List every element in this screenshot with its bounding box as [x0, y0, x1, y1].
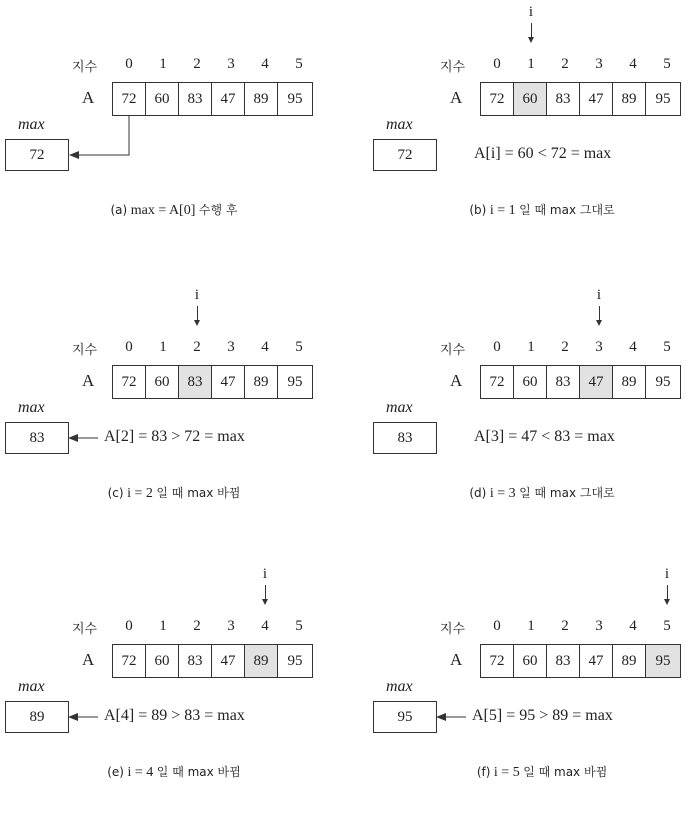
caption-formula: max = A[0] [130, 203, 196, 218]
index-label: 3 [227, 618, 235, 634]
array-cell: 47 [580, 366, 613, 398]
index-pointer [582, 287, 616, 326]
index-label: 5 [663, 618, 671, 634]
array-cell: 83 [179, 645, 212, 677]
step-panel-a [0, 0, 348, 260]
update-arrow [0, 283, 348, 483]
index-row-label: 지수 [440, 343, 466, 358]
max-label: max [18, 678, 45, 695]
array-cell: 47 [212, 366, 245, 398]
index-label: 4 [629, 56, 637, 72]
array-cell: 60 [146, 83, 179, 115]
assign-arrow [0, 0, 348, 200]
index-label: 3 [595, 56, 603, 72]
caption-formula: i = 2 [127, 486, 153, 501]
array-cell: 89 [245, 645, 278, 677]
index-label: 0 [125, 56, 133, 72]
array-cell: 72 [481, 83, 514, 115]
step-caption [0, 763, 348, 781]
index-label: 4 [629, 339, 637, 355]
index-pointer-label: i [596, 287, 602, 303]
array-box [480, 365, 681, 399]
array-cell: 95 [287, 373, 303, 390]
array-cell: 60 [146, 366, 179, 398]
array-cell: 72 [113, 645, 146, 677]
array-cell: 89 [245, 83, 278, 115]
caption-prefix: (d) [469, 486, 487, 500]
index-label: 3 [227, 56, 235, 72]
left-arrowhead-icon [69, 151, 79, 159]
array-cell: 60 [514, 645, 547, 677]
index-label: 4 [261, 56, 269, 72]
max-label: max [18, 116, 45, 133]
array-cell: 47 [212, 83, 245, 115]
array-name: A [82, 371, 95, 390]
max-box: 83 [5, 422, 69, 454]
caption-text: 일 때 max 그대로 [519, 486, 615, 500]
max-box: 72 [373, 139, 437, 171]
comparison-equation: A[3] = 47 < 83 = max [474, 428, 615, 445]
index-label: 2 [193, 618, 201, 634]
comparison-equation: A[5] = 95 > 89 = max [472, 707, 613, 724]
array-cell: 89 [245, 366, 278, 398]
index-row-label: 지수 [440, 622, 466, 637]
index-label: 5 [295, 618, 303, 634]
caption-text: 일 때 max 바뀜 [156, 486, 241, 500]
array-name: A [450, 371, 463, 390]
index-row-label: 지수 [72, 60, 98, 75]
step-panel-f [368, 562, 696, 822]
array-cell: 72 [481, 645, 514, 677]
caption-text: 일 때 max 바뀜 [156, 765, 241, 779]
array-cell: 83 [547, 366, 580, 398]
index-label: 4 [261, 618, 269, 634]
array-cell: 89 [613, 366, 646, 398]
index-label: 2 [193, 339, 201, 355]
index-row-label: 지수 [72, 343, 98, 358]
max-label: max [386, 399, 413, 416]
caption-formula: i = 1 [489, 203, 516, 218]
index-label: 1 [527, 618, 535, 634]
step-panel-d [368, 283, 696, 543]
array-box [480, 82, 681, 116]
index-label: 0 [125, 618, 133, 634]
index-row-label: 지수 [440, 60, 466, 75]
array-cell: 89 [613, 645, 646, 677]
index-label: 3 [227, 339, 235, 355]
comparison-equation: A[4] = 89 > 83 = max [104, 707, 245, 724]
left-arrowhead-icon [68, 434, 78, 442]
array-cell: 60 [146, 645, 179, 677]
caption-prefix: (a) [110, 203, 128, 217]
step-panel-c [0, 283, 348, 543]
array-cell: 95 [287, 90, 303, 107]
index-label: 2 [561, 56, 569, 72]
array-cell: 72 [113, 83, 146, 115]
array-cell: 72 [481, 366, 514, 398]
index-label: 2 [193, 56, 201, 72]
max-label: max [386, 116, 413, 133]
array-cell: 60 [514, 83, 547, 115]
array-name: A [82, 88, 95, 107]
index-label: 5 [295, 56, 303, 72]
index-label: 4 [261, 339, 269, 355]
index-label: 2 [561, 618, 569, 634]
max-box: 89 [5, 701, 69, 733]
array-name: A [450, 88, 463, 107]
down-arrow-icon [528, 37, 534, 43]
array-cell: 47 [580, 83, 613, 115]
array-name: A [82, 650, 95, 669]
caption-prefix: (e) [107, 765, 124, 779]
caption-text: 일 때 max 그대로 [519, 203, 615, 217]
array-cell: 95 [655, 373, 671, 390]
array-cell: 83 [547, 645, 580, 677]
comparison-equation: A[i] = 60 < 72 = max [474, 145, 612, 162]
index-pointer [514, 4, 548, 43]
array-cell: 83 [179, 83, 212, 115]
max-box: 95 [373, 701, 437, 733]
index-pointer-label: i [262, 566, 268, 582]
step-caption [368, 763, 696, 781]
array-name: A [450, 650, 463, 669]
step-panel-b [368, 0, 696, 260]
index-label: 5 [295, 339, 303, 355]
update-arrow [0, 562, 348, 762]
index-label: 5 [663, 339, 671, 355]
index-label: 1 [527, 339, 535, 355]
max-label: max [18, 399, 45, 416]
index-pointer-label: i [528, 4, 534, 20]
array-cell: 95 [646, 645, 680, 677]
array-cell: 83 [179, 366, 212, 398]
index-label: 1 [159, 56, 167, 72]
array-cell: 47 [212, 645, 245, 677]
step-caption [368, 201, 696, 219]
array-cell: 95 [655, 90, 671, 107]
index-label: 2 [561, 339, 569, 355]
index-label: 5 [663, 56, 671, 72]
index-pointer-label: i [194, 287, 200, 303]
caption-text: 일 때 max 바뀜 [523, 765, 608, 779]
caption-formula: i = 3 [489, 486, 516, 501]
max-label: max [386, 678, 413, 695]
index-label: 0 [493, 56, 501, 72]
index-label: 0 [125, 339, 133, 355]
array-cell: 83 [547, 83, 580, 115]
index-label: 4 [629, 618, 637, 634]
caption-prefix: (b) [469, 203, 487, 217]
array-cell: 60 [514, 366, 547, 398]
down-arrow-icon [596, 320, 602, 326]
index-label: 0 [493, 339, 501, 355]
caption-prefix: (c) [107, 486, 124, 500]
index-label: 3 [595, 618, 603, 634]
max-box: 83 [373, 422, 437, 454]
left-arrowhead-icon [436, 713, 446, 721]
step-caption [368, 484, 696, 502]
caption-text: 수행 후 [198, 203, 238, 217]
comparison-equation: A[2] = 83 > 72 = max [104, 428, 245, 445]
index-label: 0 [493, 618, 501, 634]
index-label: 3 [595, 339, 603, 355]
step-panel-e [0, 562, 348, 822]
index-label: 1 [159, 618, 167, 634]
index-label: 1 [527, 56, 535, 72]
update-arrow [368, 562, 696, 762]
index-pointer-label: i [664, 566, 670, 582]
array-cell: 89 [613, 83, 646, 115]
array-cell: 72 [113, 366, 146, 398]
step-caption [0, 201, 348, 219]
left-arrowhead-icon [68, 713, 78, 721]
caption-formula: i = 5 [493, 765, 520, 780]
array-cell: 47 [580, 645, 613, 677]
max-box: 72 [5, 139, 69, 171]
index-row-label: 지수 [72, 622, 98, 637]
array-cell: 95 [287, 652, 303, 669]
caption-formula: i = 4 [127, 765, 154, 780]
index-label: 1 [159, 339, 167, 355]
step-caption [0, 484, 348, 502]
caption-prefix: (f) [476, 765, 491, 779]
